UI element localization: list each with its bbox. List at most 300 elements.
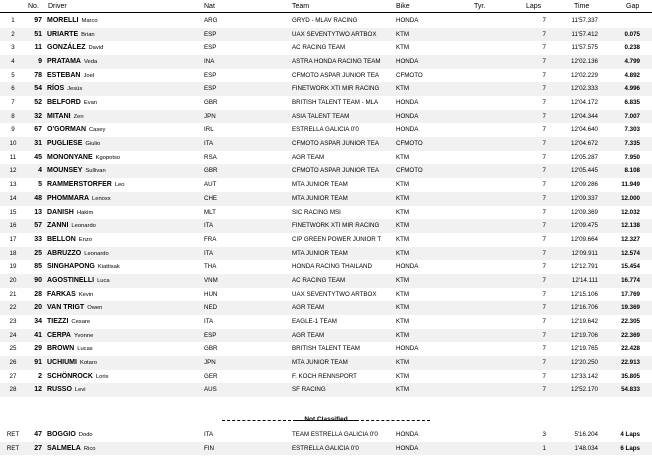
time-cell: 12'20.250 — [571, 359, 598, 366]
gap-cell: 4.996 — [624, 85, 640, 93]
position-cell: 15 — [9, 208, 17, 216]
rider-surname: ABRUZZO — [47, 249, 82, 257]
team-cell: SF RACING — [292, 386, 326, 394]
not-classified-divider — [0, 416, 652, 424]
laps-cell: 1 — [542, 444, 546, 452]
rider-surname: RAMMERSTORFER — [47, 181, 112, 189]
rider-number-cell: 13 — [34, 208, 42, 216]
bike-cell: KTM — [396, 153, 410, 161]
table-row — [0, 370, 652, 384]
rider-given-name: Levi — [74, 387, 86, 394]
table-row — [0, 342, 652, 356]
team-cell: ESTRELLA GALICIA 0'0 — [292, 126, 359, 134]
rider-number-cell: 27 — [34, 444, 42, 452]
rider-name-cell — [47, 386, 86, 394]
laps-cell: 7 — [542, 194, 546, 202]
rider-surname: ESTEBAN — [47, 71, 81, 79]
rider-number-cell: 97 — [34, 17, 42, 24]
rider-given-name: Zen — [73, 113, 84, 120]
table-row — [0, 428, 652, 442]
time-cell: 11'57.412 — [571, 30, 598, 38]
rider-name-cell — [47, 44, 103, 52]
rider-number-cell: 9 — [38, 58, 42, 66]
position-cell: 23 — [9, 317, 17, 325]
nationality-cell: THA — [204, 263, 217, 271]
gap-cell: 4.799 — [624, 58, 640, 66]
rider-name-cell — [47, 181, 125, 189]
table-row — [0, 219, 652, 233]
rider-name-cell — [47, 263, 120, 271]
rider-given-name: Lenoxx — [92, 195, 111, 202]
bike-cell: KTM — [396, 194, 410, 202]
rider-surname: ZANNI — [47, 222, 69, 230]
rider-given-name: Jesús — [67, 86, 83, 93]
team-cell: MTA JUNIOR TEAM — [292, 194, 348, 202]
laps-cell: 7 — [542, 126, 546, 134]
laps-cell: 7 — [542, 30, 546, 38]
time-cell: 12'16.706 — [571, 304, 598, 312]
rider-surname: PRATAMA — [47, 58, 81, 66]
table-row — [0, 329, 652, 343]
position-cell: RET — [6, 431, 20, 438]
header-driver: Driver — [48, 3, 67, 10]
table-row — [0, 274, 652, 288]
gap-cell: 6 Laps — [620, 444, 640, 452]
team-cell: BRITISH TALENT TEAM — [292, 345, 360, 353]
position-cell: 27 — [9, 372, 17, 380]
rider-given-name: Luca — [97, 277, 110, 284]
gap-cell: 0.075 — [624, 30, 640, 38]
nationality-cell: ITA — [204, 222, 214, 230]
position-cell: 5 — [11, 71, 15, 79]
rider-name-cell — [47, 99, 97, 107]
rider-name-cell — [47, 58, 97, 66]
rider-name-cell — [47, 332, 93, 340]
table-row — [0, 301, 652, 315]
rider-name-cell — [47, 445, 95, 453]
laps-cell: 7 — [542, 235, 546, 243]
laps-cell: 7 — [542, 345, 546, 353]
rider-name-cell — [47, 291, 93, 299]
laps-cell: 7 — [542, 222, 546, 230]
rider-number-cell: 11 — [34, 44, 42, 52]
team-cell: AC RACING TEAM — [292, 276, 346, 284]
time-cell: 12'09.475 — [571, 222, 598, 230]
nationality-cell: JPN — [204, 112, 216, 120]
laps-cell: 7 — [542, 276, 546, 284]
bike-cell: KTM — [396, 85, 410, 93]
nationality-cell: NED — [204, 304, 218, 312]
gap-cell: 7.335 — [624, 140, 640, 148]
team-cell: AGR TEAM — [292, 304, 325, 312]
table-row — [0, 288, 652, 302]
laps-cell: 7 — [542, 44, 546, 52]
position-cell: 2 — [11, 30, 15, 38]
bike-cell: CFMOTO — [396, 140, 423, 148]
nationality-cell: ITA — [204, 431, 214, 438]
time-cell: 12'02.136 — [571, 58, 598, 66]
time-cell: 12'04.344 — [571, 112, 598, 120]
laps-cell: 7 — [542, 386, 546, 394]
bike-cell: KTM — [396, 208, 410, 216]
gap-cell: 12.327 — [621, 235, 640, 243]
rider-number-cell: 78 — [34, 71, 42, 79]
rider-given-name: Leo — [114, 182, 125, 189]
rider-given-name: Veda — [83, 59, 98, 66]
gap-cell: 7.007 — [624, 112, 640, 120]
rider-given-name: Joel — [83, 72, 95, 79]
laps-cell: 7 — [542, 304, 546, 312]
rider-surname: TIEZZI — [47, 317, 69, 325]
rider-number-cell: 34 — [34, 317, 42, 325]
rider-name-cell — [47, 277, 110, 285]
position-cell: 22 — [9, 304, 17, 312]
rider-surname: CERPA — [47, 331, 71, 339]
bike-cell: KTM — [396, 317, 410, 325]
gap-cell: 19.369 — [621, 304, 640, 312]
rider-surname: SCHÖNROCK — [47, 372, 93, 380]
team-cell: MTA JUNIOR TEAM — [292, 181, 348, 189]
team-cell: GRYD - MLAV RACING — [292, 17, 358, 24]
position-cell: 25 — [9, 345, 17, 353]
rider-number-cell: 51 — [34, 30, 42, 38]
nationality-cell: ESP — [204, 331, 217, 339]
gap-cell: 17.769 — [621, 290, 640, 298]
time-cell: 12'04.172 — [571, 99, 598, 107]
bike-cell: HONDA — [396, 431, 419, 438]
rider-given-name: Sullivan — [85, 168, 106, 175]
rider-name-cell — [47, 318, 90, 326]
time-cell: 12'05.445 — [571, 167, 598, 175]
rider-name-cell — [47, 154, 120, 162]
rider-number-cell: 20 — [34, 304, 42, 312]
rider-number-cell: 67 — [34, 126, 42, 134]
nationality-cell: ESP — [204, 44, 217, 52]
rider-number-cell: 54 — [34, 85, 42, 93]
team-cell: F. KOCH RENNSPORT — [292, 372, 357, 380]
time-cell: 12'15.106 — [571, 290, 598, 298]
header-bike: Bike — [396, 3, 410, 10]
rider-number-cell: 31 — [34, 140, 42, 148]
table-row — [0, 260, 652, 274]
rider-surname: BOGGIO — [47, 431, 76, 438]
rider-surname: BELFORD — [47, 99, 81, 107]
table-row — [0, 110, 652, 124]
time-cell: 1'48.034 — [574, 444, 598, 452]
rider-name-cell — [47, 304, 102, 312]
time-cell: 12'19.642 — [571, 317, 598, 325]
rider-given-name: Kotaro — [79, 360, 98, 366]
team-cell: ESTRELLA GALICIA 0'0 — [292, 444, 359, 452]
nationality-cell: GER — [204, 372, 218, 380]
bike-cell: CFMOTO — [396, 167, 423, 175]
rider-name-cell — [47, 345, 93, 353]
position-cell: 13 — [9, 181, 17, 189]
rider-given-name: Owen — [87, 305, 103, 312]
time-cell: 12'09.664 — [571, 235, 598, 243]
laps-cell: 7 — [542, 249, 546, 257]
rider-number-cell: 52 — [34, 99, 42, 107]
rider-surname: VAN TRIGT — [47, 304, 85, 312]
rider-surname: O'GORMAN — [47, 126, 86, 134]
time-cell: 12'09.337 — [571, 194, 598, 202]
table-row — [0, 178, 652, 192]
nationality-cell: ESP — [204, 71, 217, 79]
team-cell: HONDA RACING THAILAND — [292, 263, 372, 271]
laps-cell: 7 — [542, 153, 546, 161]
time-cell: 12'05.287 — [571, 153, 598, 161]
gap-cell: 11.949 — [621, 181, 640, 189]
table-row — [0, 96, 652, 110]
gap-cell: 16.774 — [621, 276, 640, 284]
team-cell: CFMOTO ASPAR JUNIOR TEA — [292, 167, 379, 175]
rider-given-name: Yvonne — [73, 332, 94, 339]
rider-name-cell — [47, 17, 98, 25]
position-cell: 11 — [9, 153, 17, 161]
rider-number-cell: 25 — [34, 249, 42, 257]
team-cell: CIP GREEN POWER JUNIOR T — [292, 235, 382, 243]
rider-given-name: Loris — [95, 373, 109, 380]
rider-given-name: Lucas — [77, 346, 93, 353]
time-cell: 12'12.791 — [571, 263, 598, 271]
time-cell: 11'57.337 — [571, 17, 598, 24]
table-row — [0, 55, 652, 69]
rider-number-cell: 57 — [34, 222, 42, 230]
rider-surname: RÍOS — [47, 85, 65, 93]
nationality-cell: FRA — [204, 235, 217, 243]
bike-cell: HONDA — [396, 112, 419, 120]
gap-cell: 35.805 — [621, 372, 640, 380]
laps-cell: 7 — [542, 58, 546, 66]
rider-given-name: Kevin — [78, 291, 94, 298]
nationality-cell: ARG — [204, 17, 218, 24]
rider-given-name: Giulio — [85, 141, 101, 148]
rider-surname: SINGHAPONG — [47, 263, 95, 271]
bike-cell: KTM — [396, 235, 410, 243]
time-cell: 12'09.369 — [571, 208, 598, 216]
rider-number-cell: 33 — [34, 235, 42, 243]
gap-cell: 15.454 — [621, 263, 640, 271]
rider-surname: MOUNSEY — [47, 167, 83, 175]
rider-name-cell — [47, 359, 97, 367]
team-cell: TEAM ESTRELLA GALICIA 0'0 — [292, 431, 378, 438]
bike-cell: KTM — [396, 386, 410, 394]
bike-cell: HONDA — [396, 17, 419, 24]
laps-cell: 7 — [542, 290, 546, 298]
rider-number-cell: 4 — [38, 167, 42, 175]
team-cell: AGR TEAM — [292, 331, 325, 339]
table-row — [0, 137, 652, 151]
rider-number-cell: 5 — [38, 181, 42, 189]
rider-surname: MITANI — [47, 112, 71, 120]
nationality-cell: VNM — [204, 276, 218, 284]
gap-cell: 12.032 — [621, 208, 640, 216]
laps-cell: 7 — [542, 71, 546, 79]
rider-number-cell: 32 — [34, 112, 42, 120]
gap-cell: 54.833 — [621, 386, 640, 394]
table-row — [0, 151, 652, 165]
laps-cell: 7 — [542, 263, 546, 271]
nationality-cell: IRL — [204, 126, 214, 134]
nationality-cell: AUT — [204, 181, 217, 189]
position-cell: 7 — [11, 99, 15, 107]
nationality-cell: HUN — [204, 290, 218, 298]
team-cell: BRITISH TALENT TEAM - MLA — [292, 99, 379, 107]
bike-cell: KTM — [396, 372, 410, 380]
position-cell: 28 — [9, 386, 17, 394]
bike-cell: KTM — [396, 331, 410, 339]
rider-number-cell: 41 — [34, 331, 42, 339]
laps-cell: 7 — [542, 208, 546, 216]
table-row — [0, 192, 652, 206]
rider-given-name: Casey — [89, 127, 106, 134]
laps-cell: 7 — [542, 140, 546, 148]
laps-cell: 7 — [542, 17, 546, 24]
table-row — [0, 356, 652, 370]
nationality-cell: ESP — [204, 85, 217, 93]
laps-cell: 7 — [542, 99, 546, 107]
gap-cell: 22.305 — [621, 317, 640, 325]
rider-number-cell: 28 — [34, 290, 42, 298]
team-cell: ASTRA HONDA RACING TEAM — [292, 58, 381, 66]
table-row — [0, 247, 652, 261]
rider-surname: GONZÁLEZ — [47, 44, 86, 52]
gap-cell: 12.000 — [621, 194, 640, 202]
bike-cell: KTM — [396, 290, 410, 298]
position-cell: 12 — [9, 167, 17, 175]
gap-cell: 22.369 — [621, 331, 640, 339]
rider-surname: MORELLI — [47, 17, 79, 24]
header-tyre: Tyr. — [474, 3, 486, 10]
gap-cell: 12.574 — [621, 249, 640, 257]
team-cell: CFMOTO ASPAR JUNIOR TEA — [292, 71, 379, 79]
position-cell: 20 — [9, 276, 17, 284]
time-cell: 12'02.333 — [571, 85, 598, 93]
position-cell: 16 — [9, 222, 17, 230]
gap-cell: 4.892 — [624, 71, 640, 79]
team-cell: AGR TEAM — [292, 153, 325, 161]
time-cell: 12'52.170 — [571, 386, 598, 394]
laps-cell: 7 — [542, 317, 546, 325]
header-nat: Nat — [204, 3, 215, 10]
not-classified-label: Not Classified — [304, 416, 348, 423]
gap-cell: 7.303 — [624, 126, 640, 134]
rider-name-cell — [47, 85, 82, 93]
rider-given-name: Dodo — [78, 432, 93, 438]
bike-cell: HONDA — [396, 58, 419, 66]
rider-surname: FARKAS — [47, 290, 76, 298]
rider-surname: URIARTE — [47, 30, 79, 38]
bike-cell: KTM — [396, 181, 410, 189]
rider-surname: RUSSO — [47, 386, 72, 394]
team-cell: CFMOTO ASPAR JUNIOR TEA — [292, 140, 379, 148]
gap-cell: 0.238 — [624, 44, 640, 52]
rider-surname: BROWN — [47, 345, 75, 353]
rider-number-cell: 12 — [34, 386, 42, 394]
rider-surname: MONONYANE — [47, 153, 93, 161]
team-cell: EAGLE-1 TEAM — [292, 317, 337, 325]
rider-name-cell — [47, 31, 95, 39]
table-row — [0, 28, 652, 42]
rider-name-cell — [47, 209, 93, 217]
gap-cell: 22.428 — [621, 345, 640, 353]
time-cell: 5'16.204 — [574, 431, 598, 438]
rider-surname: AGOSTINELLI — [47, 276, 95, 284]
time-cell: 12'19.706 — [571, 331, 598, 339]
header-time: Time — [574, 3, 590, 10]
laps-cell: 7 — [542, 331, 546, 339]
header-gap: Gap — [626, 3, 640, 10]
time-cell: 12'04.672 — [571, 140, 598, 148]
rider-given-name: Kiattisak — [97, 264, 120, 271]
rider-surname: PHOMMARA — [47, 194, 89, 202]
time-cell: 12'02.229 — [571, 71, 598, 79]
rider-given-name: Hakim — [76, 209, 94, 216]
header-laps: Laps — [526, 3, 542, 10]
bike-cell: KTM — [396, 249, 410, 257]
time-cell: 12'04.640 — [571, 126, 598, 134]
position-cell: 3 — [11, 44, 15, 52]
position-cell: 24 — [9, 331, 17, 339]
nationality-cell: ESP — [204, 30, 217, 38]
nationality-cell: ITA — [204, 140, 214, 148]
rider-number-cell: 91 — [34, 359, 42, 366]
rider-given-name: Marco — [81, 18, 98, 24]
header-team: Team — [292, 3, 310, 10]
rider-given-name: Cesare — [71, 318, 91, 325]
position-cell: 18 — [9, 249, 17, 257]
gap-cell: 4 Laps — [620, 431, 640, 438]
rider-surname: SALMELA — [47, 444, 81, 452]
header-no: No. — [28, 3, 39, 10]
rider-name-cell — [47, 167, 106, 175]
nationality-cell: MLT — [204, 208, 216, 216]
table-row — [0, 14, 652, 28]
rider-surname: UCHIUMI — [47, 359, 77, 366]
rider-name-cell — [47, 250, 109, 258]
rider-number-cell: 2 — [38, 372, 42, 380]
laps-cell: 7 — [542, 167, 546, 175]
bike-cell: CFMOTO — [396, 71, 423, 79]
nationality-cell: GBR — [204, 99, 218, 107]
gap-cell: 7.950 — [624, 153, 640, 161]
table-row — [0, 164, 652, 178]
rider-given-name: Rico — [83, 445, 96, 452]
nationality-cell: RSA — [204, 153, 217, 161]
laps-cell: 7 — [542, 85, 546, 93]
rider-number-cell: 29 — [34, 345, 42, 353]
rider-name-cell — [47, 431, 93, 439]
rider-given-name: Evan — [83, 100, 98, 107]
nationality-cell: CHE — [204, 194, 218, 202]
bike-cell: HONDA — [396, 345, 419, 353]
laps-cell: 7 — [542, 359, 546, 366]
position-cell: 21 — [9, 290, 17, 298]
nationality-cell: ITA — [204, 249, 214, 257]
rider-given-name: David — [88, 45, 104, 52]
nationality-cell: GBR — [204, 345, 218, 353]
position-cell: 8 — [11, 112, 15, 120]
rider-given-name: Leonardo — [71, 223, 96, 230]
table-row — [0, 442, 652, 456]
team-cell: FINETWORK XTI MIR RACING — [292, 222, 380, 230]
bike-cell: KTM — [396, 359, 410, 366]
nationality-cell: INA — [204, 58, 215, 66]
position-cell: RET — [6, 444, 20, 452]
rider-given-name: Kgopotso — [95, 154, 121, 161]
time-cell: 11'57.575 — [571, 44, 598, 52]
position-cell: 6 — [11, 85, 15, 93]
